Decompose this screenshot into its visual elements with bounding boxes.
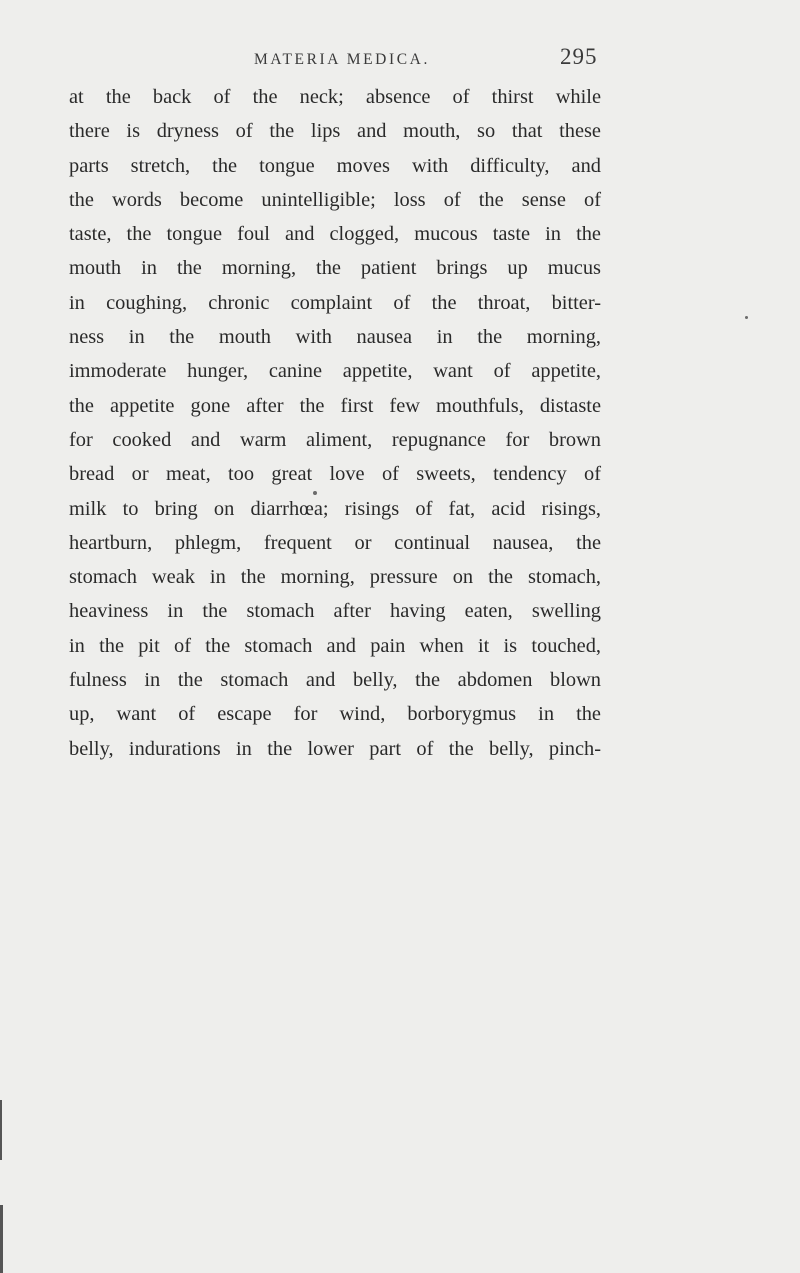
- running-title: MATERIA MEDICA.: [254, 51, 430, 68]
- text-line: stomach weak in the morning, pressure on the stomach,: [69, 566, 601, 589]
- scan-edge-mark: [0, 1205, 3, 1273]
- text-line: heartburn, phlegm, frequent or continual nausea, the: [69, 531, 601, 554]
- scan-edge-mark: [0, 1100, 2, 1160]
- text-line: mouth in the morning, the patient brings up mucus: [69, 257, 601, 280]
- text-line: belly, indurations in the lower part of the belly, pinch-: [69, 737, 601, 760]
- text-line: bread or meat, too great love of sweets, tendency of: [69, 463, 601, 486]
- text-line: milk to bring on diarrhœa; risings of fat, acid risings,: [69, 497, 601, 520]
- ink-speck: [313, 491, 317, 495]
- text-line: up, want of escape for wind, borborygmus in the: [69, 703, 601, 726]
- text-line: fulness in the stomach and belly, the abdomen blown: [69, 669, 601, 692]
- text-line: immoderate hunger, canine appetite, want of appetite,: [69, 360, 601, 383]
- text-line: for cooked and warm aliment, repugnance for brown: [69, 428, 601, 451]
- text-line: there is dryness of the lips and mouth, so that these: [69, 120, 601, 143]
- text-line: at the back of the neck; absence of thirst while: [69, 86, 601, 108]
- text-line: in the pit of the stomach and pain when it is touched,: [69, 634, 601, 657]
- text-line: the appetite gone after the first few mouthfuls, distaste: [69, 394, 601, 417]
- text-line: the words become unintelligible; loss of the sense of: [69, 188, 601, 211]
- ink-speck: [745, 316, 748, 319]
- page-number: 295: [560, 44, 598, 69]
- body-text: [69, 80, 601, 766]
- text-line: parts stretch, the tongue moves with difficulty, and: [69, 154, 601, 177]
- text-line: heaviness in the stomach after having eaten, swelling: [69, 600, 601, 623]
- text-line: ness in the mouth with nausea in the morning,: [69, 326, 601, 349]
- text-line: in coughing, chronic complaint of the throat, bitter-: [69, 291, 601, 314]
- text-line: taste, the tongue foul and clogged, mucous taste in the: [69, 223, 601, 246]
